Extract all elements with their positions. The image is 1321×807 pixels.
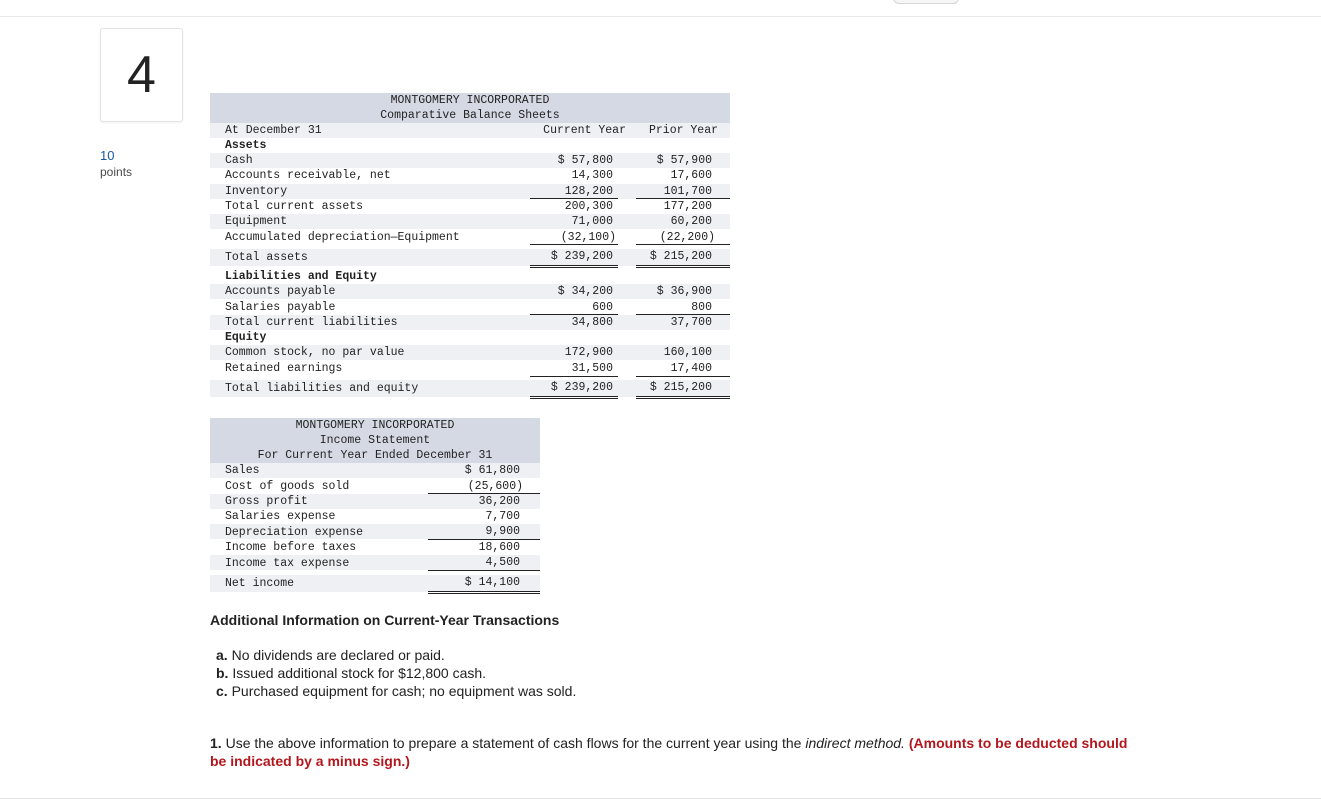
- bs-row-label: Accounts payable: [225, 285, 336, 298]
- is-row-value: 7,700: [485, 510, 520, 523]
- bs-row-label: Common stock, no par value: [225, 346, 405, 359]
- additional-info-title: Additional Information on Current-Year Transactions: [210, 612, 560, 628]
- bs-current-value: $ 34,200: [557, 285, 613, 298]
- points-label: points: [100, 165, 133, 179]
- is-row-value: (25,600): [467, 480, 523, 493]
- bs-row-label: Salaries payable: [225, 301, 336, 314]
- bs-row-label: Equipment: [225, 215, 288, 228]
- is-row-value: 4,500: [485, 556, 520, 569]
- bs-prior-value: 160,100: [663, 346, 712, 359]
- bs-prior-value: 800: [691, 301, 712, 314]
- bs-current-value: 14,300: [571, 169, 613, 182]
- bs-row-label: Accumulated depreciation—Equipment: [225, 231, 460, 244]
- bs-date-label: At December 31: [225, 124, 322, 137]
- bs-row-label: Accounts receivable, net: [225, 169, 391, 182]
- is-row-value: 36,200: [478, 495, 520, 508]
- is-row-value: $ 61,800: [464, 464, 520, 477]
- is-row-value: 18,600: [478, 541, 520, 554]
- bs-current-value: 31,500: [571, 362, 613, 375]
- bs-current-value: 200,300: [564, 200, 613, 213]
- additional-info-list: [216, 646, 576, 700]
- bs-current-value: (32,100): [560, 231, 616, 244]
- is-company: MONTGOMERY INCORPORATED: [295, 419, 455, 432]
- bottom-divider: [0, 798, 1321, 799]
- bs-prior-value: 17,600: [670, 169, 712, 182]
- instruction-text: 1. Use the above information to prepare a statement of cash flows for the current year using the indirect method. (Amounts to be deducted should be indicated by a minus sign.): [210, 735, 1128, 769]
- bs-prior-value: 101,700: [663, 185, 712, 198]
- bs-row-label: Total current assets: [225, 200, 364, 213]
- bs-prior-value: 60,200: [670, 215, 712, 228]
- bs-row-label: Cash: [225, 154, 253, 167]
- bs-current-value: 128,200: [564, 185, 613, 198]
- is-period: For Current Year Ended December 31: [257, 449, 493, 462]
- bs-total-assets-label: Total assets: [225, 251, 308, 264]
- bs-current-value: 34,800: [571, 316, 613, 329]
- list-item: a. No dividends are declared or paid.: [216, 647, 445, 663]
- is-net-income-label: Net income: [225, 577, 295, 590]
- list-item: b. Issued additional stock for $12,800 cash.: [216, 665, 487, 681]
- bs-col-current: Current Year: [543, 124, 626, 137]
- bs-liab-header: Liabilities and Equity: [225, 270, 377, 283]
- bs-total-le-prior: $ 215,200: [649, 381, 712, 394]
- bs-title: Comparative Balance Sheets: [380, 109, 560, 122]
- bs-prior-value: $ 57,900: [656, 154, 712, 167]
- bs-current-value: 600: [592, 301, 613, 314]
- is-row-label: Salaries expense: [225, 510, 336, 523]
- is-row-label: Cost of goods sold: [225, 480, 350, 493]
- bs-total-le-label: Total liabilities and equity: [225, 382, 419, 395]
- is-row-label: Income before taxes: [225, 541, 357, 554]
- is-row-label: Sales: [225, 464, 260, 477]
- top-pill: [893, 0, 959, 4]
- bs-row-label: Total current liabilities: [225, 316, 398, 329]
- bs-row-label: Inventory: [225, 185, 288, 198]
- is-row-value: 9,900: [485, 525, 520, 538]
- bs-total-le-current: $ 239,200: [550, 381, 613, 394]
- points-value: 10: [100, 148, 115, 163]
- bs-total-assets-prior: $ 215,200: [649, 250, 712, 263]
- bs-company: MONTGOMERY INCORPORATED: [390, 94, 550, 107]
- bs-prior-value: 17,400: [670, 362, 712, 375]
- is-net-income-value: $ 14,100: [464, 576, 520, 589]
- bs-prior-value: 177,200: [663, 200, 712, 213]
- list-item: c. Purchased equipment for cash; no equipment was sold.: [216, 683, 577, 699]
- bs-prior-value: $ 36,900: [656, 285, 712, 298]
- bs-col-prior: Prior Year: [648, 124, 718, 137]
- bs-prior-value: (22,200): [659, 231, 715, 244]
- bs-prior-value: 37,700: [670, 316, 712, 329]
- is-row-label: Gross profit: [225, 495, 308, 508]
- bs-total-assets-current: $ 239,200: [550, 250, 613, 263]
- bs-assets-header: Assets: [225, 139, 267, 152]
- bs-current-value: $ 57,800: [557, 154, 613, 167]
- bs-current-value: 172,900: [564, 346, 613, 359]
- is-row-label: Income tax expense: [225, 557, 350, 570]
- top-bar: [0, 0, 1321, 17]
- bs-equity-header: Equity: [225, 331, 267, 344]
- is-title: Income Statement: [319, 434, 431, 447]
- bs-row-label: Retained earnings: [225, 362, 343, 375]
- is-row-label: Depreciation expense: [225, 526, 364, 539]
- bs-current-value: 71,000: [571, 215, 613, 228]
- points-box: [100, 148, 132, 180]
- question-number: 4: [100, 28, 183, 122]
